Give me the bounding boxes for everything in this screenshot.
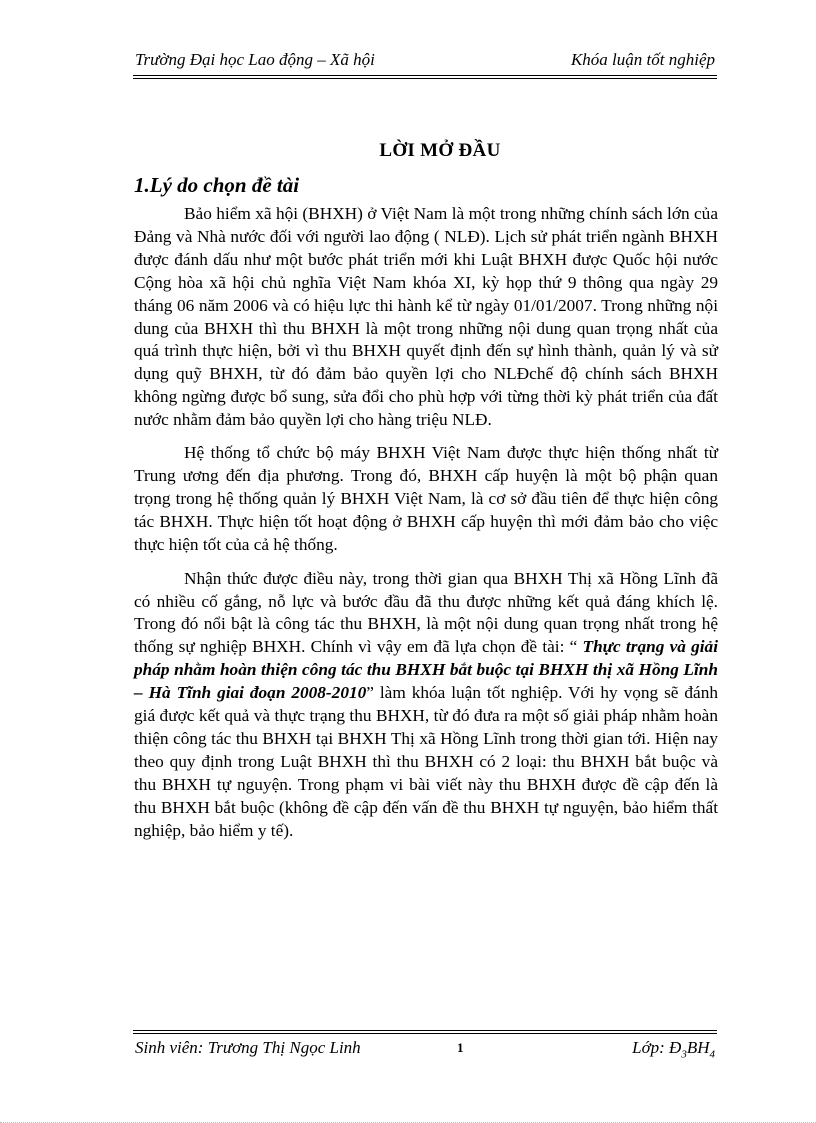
footer-student: Sinh viên: Trương Thị Ngọc Linh <box>135 1038 361 1057</box>
page-title: LỜI MỞ ĐẦU <box>379 140 501 161</box>
footer-class <box>632 1038 715 1060</box>
class-subscript-2: 4 <box>709 1048 715 1061</box>
section-heading: 1.Lý do chọn đề tài <box>134 173 300 197</box>
paragraph-2: Hệ thống tổ chức bộ máy BHXH Việt Nam được thực hiện thống nhất từ Trung ương đến địa phương. Trong đó, BHXH cấp huyện là một bộ phận quan trọng trong hệ thống quản lý BHXH Việt Nam, là cơ sở đầu tiên để thực hiện công tác BHXH. Thực hiện tốt hoạt động ở BHXH cấp huyện thì mới đảm bảo cho việc thực hiện tốt của cả hệ thống. <box>134 443 718 554</box>
paragraph-3-rest: ” làm khóa luận tốt nghiệp. Với hy vọng sẽ đánh giá được kết quả và thực trạng thu BHXH, từ đó đưa ra một số giải pháp nhằm hoàn thiện công tác thu BHXH tại BHXH Thị xã Hồng Lĩnh trong thời gian tới. Hiện nay theo quy định trong Luật BHXH thì thu BHXH có 2 loại: thu BHXH bắt buộc và thu BHXH tự nguyện. Trong phạm vi bài viết này thu BHXH được đề cập đến là thu BHXH bắt buộc (không đề cập đến vấn đề thu BHXH tự nguyện, bảo hiểm thất nghiệp, bảo hiểm y tế). <box>134 683 719 840</box>
body-text <box>134 203 718 852</box>
class-mid: BH <box>686 1038 710 1057</box>
class-subscript-1: 3 <box>681 1048 687 1061</box>
thesis-topic: Thực trạng và giải pháp nhằm hoàn thiện công tác thu BHXH bắt buộc tại BHXH thị xã Hồng Lĩnh – Hà Tĩnh giai đoạn 2008-2010 <box>134 637 719 703</box>
page-footer <box>133 1038 717 1062</box>
header-divider <box>133 75 717 79</box>
paragraph-3-intro: Nhận thức được điều này, trong thời gian qua BHXH Thị xã Hồng Lĩnh đã có nhiều cố gắng, nỗ lực và bước đầu đã thu được những kết quả đáng khích lệ. Trong đó nổi bật là công tác thu BHXH, là một nội dung quan trọng nhất trong hệ thống sự nghiệp BHXH. Chính vì vậy em đã lựa chọn đề tài: “ <box>134 568 718 657</box>
page-number: 1 <box>457 1040 464 1055</box>
header-thesis-label: Khóa luận tốt nghiệp <box>570 50 715 69</box>
page-header <box>133 48 717 74</box>
paragraph-1: Bảo hiểm xã hội (BHXH) ở Việt Nam là một trong những chính sách lớn của Đảng và Nhà nước đối với người lao động ( NLĐ). Lịch sử phát triển ngành BHXH được đánh dấu như một bước phát triển mới khi Luật BHXH được Quốc hội nước Cộng hòa xã hội chủ nghĩa Việt Nam khóa XI, kỳ họp thứ 9 thông qua ngày 29 tháng 06 năm 2006 và có hiệu lực thi hành kể từ ngày 01/01/2007. Trong những nội dung của BHXH thì thu BHXH là một trong những nội dung quan trọng nhất của quá trình thực hiện, bởi vì thu BHXH quyết định đến sự hình thành, quản lý và sử dụng quỹ BHXH, từ đó đảm bảo quyền lợi cho NLĐchế độ chính sách BHXH không ngừng được bổ sung, sửa đổi cho phù hợp với từng thời kỳ phát triển của đất nước nhằm đảm bảo quyền lợi cho hàng triệu NLĐ. <box>134 204 718 430</box>
footer-divider <box>133 1030 717 1034</box>
class-prefix: Lớp: Đ <box>632 1038 682 1057</box>
header-school: Trường Đại học Lao động – Xã hội <box>135 50 375 69</box>
paragraph-3 <box>134 568 718 843</box>
